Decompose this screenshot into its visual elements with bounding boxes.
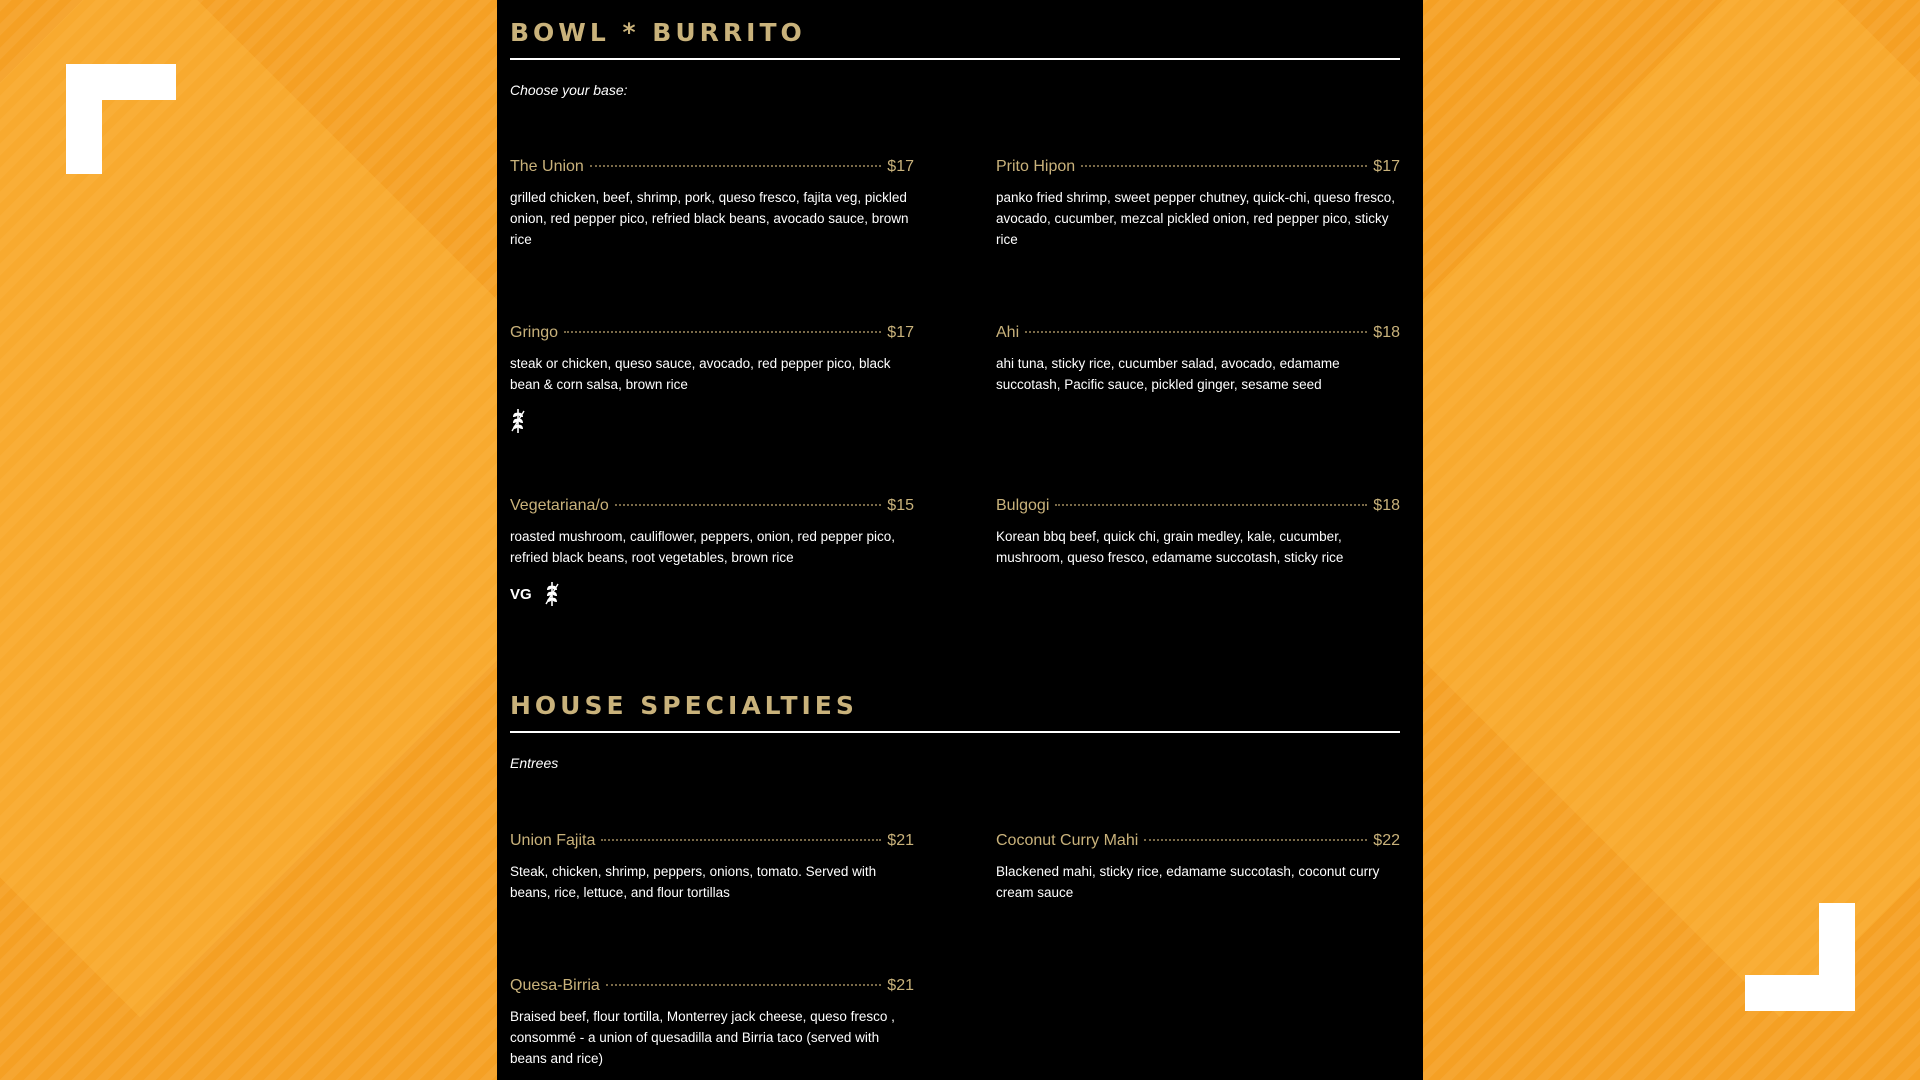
item-description: Blackened mahi, sticky rice, edamame succotash, coconut curry cream sauce (996, 864, 1380, 900)
section-title-bowl-burrito: BOWL * BURRITO (510, 18, 806, 47)
item-name: Bulgogi (996, 497, 1050, 514)
section-title-house-specialties: HOUSE SPECIALTIES (510, 691, 858, 720)
item-price: $22 (1373, 832, 1400, 849)
item-description: steak or chicken, queso sauce, avocado, red pepper pico, black bean & corn salsa, brown rice (510, 356, 891, 392)
menu-item (996, 158, 1400, 250)
menu-item (510, 497, 914, 608)
menu-item (996, 832, 1400, 903)
item-price: $21 (887, 832, 914, 849)
menu-item (996, 497, 1400, 568)
item-name: Coconut Curry Mahi (996, 832, 1139, 849)
item-price: $18 (1373, 497, 1400, 514)
item-name: The Union (510, 158, 584, 175)
menu-item (510, 158, 914, 250)
menu-item (996, 324, 1400, 395)
item-price: $15 (887, 497, 914, 514)
item-description: Korean bbq beef, quick chi, grain medley, kale, cucumber, mushroom, queso fresco, edamame succotash, sticky rice (996, 529, 1344, 565)
item-description: Braised beef, flour tortilla, Monterrey jack cheese, queso fresco , consommé - a union of quesadilla and Birria taco (served with beans and rice) (510, 1009, 895, 1066)
item-price: $17 (887, 324, 914, 341)
item-description: roasted mushroom, cauliflower, peppers, onion, red pepper pico, refried black beans, root vegetables, brown rice (510, 529, 895, 565)
corner-bracket-top-left-vertical (66, 64, 102, 174)
item-description: ahi tuna, sticky rice, cucumber salad, avocado, edamame succotash, Pacific sauce, pickled ginger, sesame seed (996, 356, 1340, 392)
menu-item (510, 977, 914, 1069)
item-price: $17 (887, 158, 914, 175)
dot-leader (564, 330, 881, 333)
section-subhead: Entrees (510, 755, 559, 771)
item-name: Union Fajita (510, 832, 596, 849)
item-description: Steak, chicken, shrimp, peppers, onions, tomato. Served with beans, rice, lettuce, and flour tortillas (510, 864, 877, 900)
item-name: Gringo (510, 324, 559, 341)
item-name: Ahi (996, 324, 1020, 341)
dot-leader (1025, 330, 1367, 333)
menu-item (510, 832, 914, 903)
corner-bracket-bottom-right-vertical (1819, 903, 1855, 1011)
item-description: grilled chicken, beef, shrimp, pork, queso fresco, fajita veg, pickled onion, red pepper pico, refried black beans, avocado sauce, brown rice (510, 190, 909, 247)
section-divider (510, 731, 1400, 733)
item-name: Prito Hipon (996, 158, 1076, 175)
vegan-badge: VG (510, 585, 532, 603)
item-name: Vegetariana/o (510, 497, 609, 514)
dot-leader (1055, 503, 1367, 506)
item-price: $18 (1373, 324, 1400, 341)
gluten-free-icon (544, 580, 560, 608)
menu-panel (497, 0, 1423, 1080)
dot-leader (1081, 164, 1367, 167)
item-description: panko fried shrimp, sweet pepper chutney, quick-chi, queso fresco, avocado, cucumber, mezcal pickled onion, red pepper pico, sticky rice (996, 190, 1395, 247)
item-price: $17 (1373, 158, 1400, 175)
dot-leader (1144, 838, 1367, 841)
gluten-free-icon (510, 407, 526, 435)
menu-item (510, 324, 914, 435)
item-name: Quesa-Birria (510, 977, 600, 994)
dot-leader (590, 164, 881, 167)
section-divider (510, 58, 1400, 60)
dot-leader (601, 838, 881, 841)
dot-leader (615, 503, 882, 506)
section-subhead: Choose your base: (510, 82, 628, 98)
dot-leader (606, 983, 881, 986)
item-price: $21 (887, 977, 914, 994)
